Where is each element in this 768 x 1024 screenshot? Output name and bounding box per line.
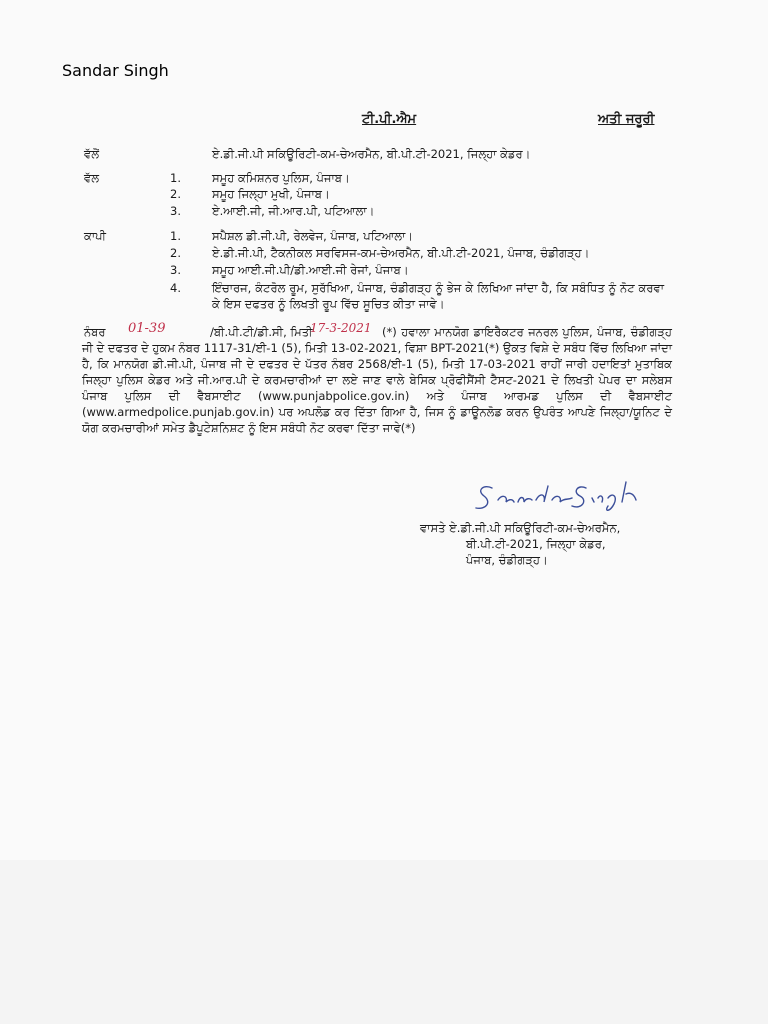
copy-item-text: ਏ.ਡੀ.ਜੀ.ਪੀ, ਟੈਕਨੀਕਲ ਸਰਵਿਸਜ-ਕਮ-ਚੇਅਰਮੈਨ, ਬੀ.ਪੀ.ਟੀ-2021, ਪੰਜਾਬ, ਚੰਡੀਗੜ੍ਹ।	[212, 246, 590, 260]
to-item-text: ਏ.ਆਈ.ਜੀ, ਜੀ.ਆਰ.ਪੀ, ਪਟਿਆਲਾ।	[212, 204, 375, 218]
to-item-text: ਸਮੂਹ ਜਿਲ੍ਹਾ ਮੁਖੀ, ਪੰਜਾਬ।	[212, 187, 330, 201]
signature-text: Sandar Singh	[62, 61, 169, 80]
to-item-num: 1.	[170, 171, 181, 185]
signature-line: ਬੀ.ਪੀ.ਟੀ-2021, ਜਿਲ੍ਹਾ ਕੇਡਰ,	[466, 537, 606, 551]
number-label: ਨੰਬਰ	[84, 325, 106, 339]
number-value-handwritten: 01-39	[128, 321, 166, 336]
copy-item-num: 2.	[170, 246, 181, 260]
from-label: ਵੱਲੋਂ	[84, 147, 99, 161]
to-item-num: 3.	[170, 204, 181, 218]
copy-item-num: 4.	[170, 281, 181, 295]
copy-label: ਕਾਪੀ	[84, 229, 107, 243]
signature-line: ਵਾਸਤੇ ਏ.ਡੀ.ਜੀ.ਪੀ ਸਕਿਊਰਿਟੀ-ਕਮ-ਚੇਅਰਮੈਨ,	[420, 521, 621, 535]
from-text: ਏ.ਡੀ.ਜੀ.ਪੀ ਸਕਿਊਰਿਟੀ-ਕਮ-ਚੇਅਰਮੈਨ, ਬੀ.ਪੀ.ਟੀ-2021, ਜਿਲ੍ਹਾ ਕੇਡਰ।	[212, 147, 531, 161]
copy-item-num: 3.	[170, 263, 181, 277]
to-item-num: 2.	[170, 187, 181, 201]
signature-line: ਪੰਜਾਬ, ਚੰਡੀਗੜ੍ਹ।	[466, 553, 548, 567]
document-title: ਟੀ.ਪੀ.ਐਮ	[362, 112, 417, 127]
to-item-text: ਸਮੂਹ ਕਮਿਸ਼ਨਰ ਪੁਲਿਸ, ਪੰਜਾਬ।	[212, 171, 350, 185]
copy-item-text: ਸਪੈਸ਼ਲ ਡੀ.ਜੀ.ਪੀ, ਰੇਲਵੇਜ, ਪੰਜਾਬ, ਪਟਿਆਲਾ।	[212, 229, 414, 243]
copy-item-text: ਇੰਚਾਰਜ, ਕੰਟਰੋਲ ਰੂਮ, ਸੁਰੱਖਿਆ, ਪੰਜਾਬ, ਚੰਡੀਗੜ੍ਹ ਨੂੰ ਭੇਜ ਕੇ ਲਿਖਿਆ ਜਾਂਦਾ ਹੈ, ਕਿ ਸਬੰਧਿਤ ਨੂੰ ਨੋਟ ਕਰਵਾ ਕੇ ਇਸ ਦਫਤਰ ਨੂੰ ਲਿਖਤੀ ਰੂਪ ਵਿੱਚ ਸੂਚਿਤ ਕੀਤਾ ਜਾਵੇ।	[212, 281, 664, 311]
reference-prefix: /ਬੀ.ਪੀ.ਟੀ/ਡੀ.ਸੀ, ਮਿਤੀ	[210, 325, 313, 339]
date-value-handwritten: 17-3-2021	[310, 321, 372, 335]
to-label: ਵੱਲ	[84, 171, 99, 185]
copy-item-text: ਸਮੂਹ ਆਈ.ਜੀ.ਪੀ/ਡੀ.ਆਈ.ਜੀ ਰੇਜਾਂ, ਪੰਜਾਬ।	[212, 263, 409, 277]
copy-item-num: 1.	[170, 229, 181, 243]
body-paragraph: (*) ਹਵਾਲਾ ਮਾਨਯੋਗ ਡਾਇਰੈਕਟਰ ਜਨਰਲ ਪੁਲਿਸ, ਪੰਜਾਬ, ਚੰਡੀਗੜ੍ਹ ਜੀ ਦੇ ਦਫਤਰ ਦੇ ਹੁਕਮ ਨੰਬਰ 1117-31/ਈ-1 (5), ਮਿਤੀ 13-02-2021, ਵਿਸ਼ਾ BPT-2021(*) ਉਕਤ ਵਿਸ਼ੇ ਦੇ ਸਬੰਧ ਵਿੱਚ ਲਿਖਿਆ ਜਾਂਦਾ ਹੈ, ਕਿ ਮਾਨਯੋਗ ਡੀ.ਜੀ.ਪੀ, ਪੰਜਾਬ ਜੀ ਦੇ ਦਫਤਰ ਦੇ ਪੱਤਰ ਨੰਬਰ 2568/ਈ-1 (5), ਮਿਤੀ 17-03-2021 ਰਾਹੀਂ ਜਾਰੀ ਹਦਾਇਤਾਂ ਮੁਤਾਬਿਕ ਜਿਲ੍ਹਾ ਪੁਲਿਸ ਕੇਡਰ ਅਤੇ ਜੀ.ਆਰ.ਪੀ ਦੇ ਕਰਮਚਾਰੀਆਂ ਦਾ ਲਏ ਜਾਣ ਵਾਲੇ ਬੇਸਿਕ ਪ੍ਰੋਫੀਸੈਂਸੀ ਟੈਸਟ-2021 ਦੇ ਲਿਖਤੀ ਪੇਪਰ ਦਾ ਸਲੇਬਸ ਪੰਜਾਬ ਪੁਲਿਸ ਦੀ ਵੈਬਸਾਈਟ (www.punjabpolice.gov.in) ਅਤੇ ਪੰਜਾਬ ਆਰਮਡ ਪੁਲਿਸ ਦੀ ਵੈਬਸਾਈਟ (www.armedpolice.punjab.gov.in) ਪਰ ਅਪਲੋਡ ਕਰ ਦਿੱਤਾ ਗਿਆ ਹੈ, ਜਿਸ ਨੂੰ ਡਾਊਨਲੋਡ ਕਰਨ ਉਪਰੰਤ ਆਪਣੇ ਜਿਲ੍ਹਾ/ਯੂਨਿਟ ਦੇ ਯੋਗ ਕਰਮਚਾਰੀਆਂ ਸਮੇਤ ਡੈਪੂਟੇਸ਼ਨਿਸ਼ਟ ਨੂੰ ਇਸ ਸਬੰਧੀ ਨੋਟ ਕਰਵਾ ਦਿੱਤਾ ਜਾਵੇ(*)	[82, 325, 673, 435]
priority-label: ਅਤੀ ਜਰੂਰੀ	[598, 112, 655, 127]
